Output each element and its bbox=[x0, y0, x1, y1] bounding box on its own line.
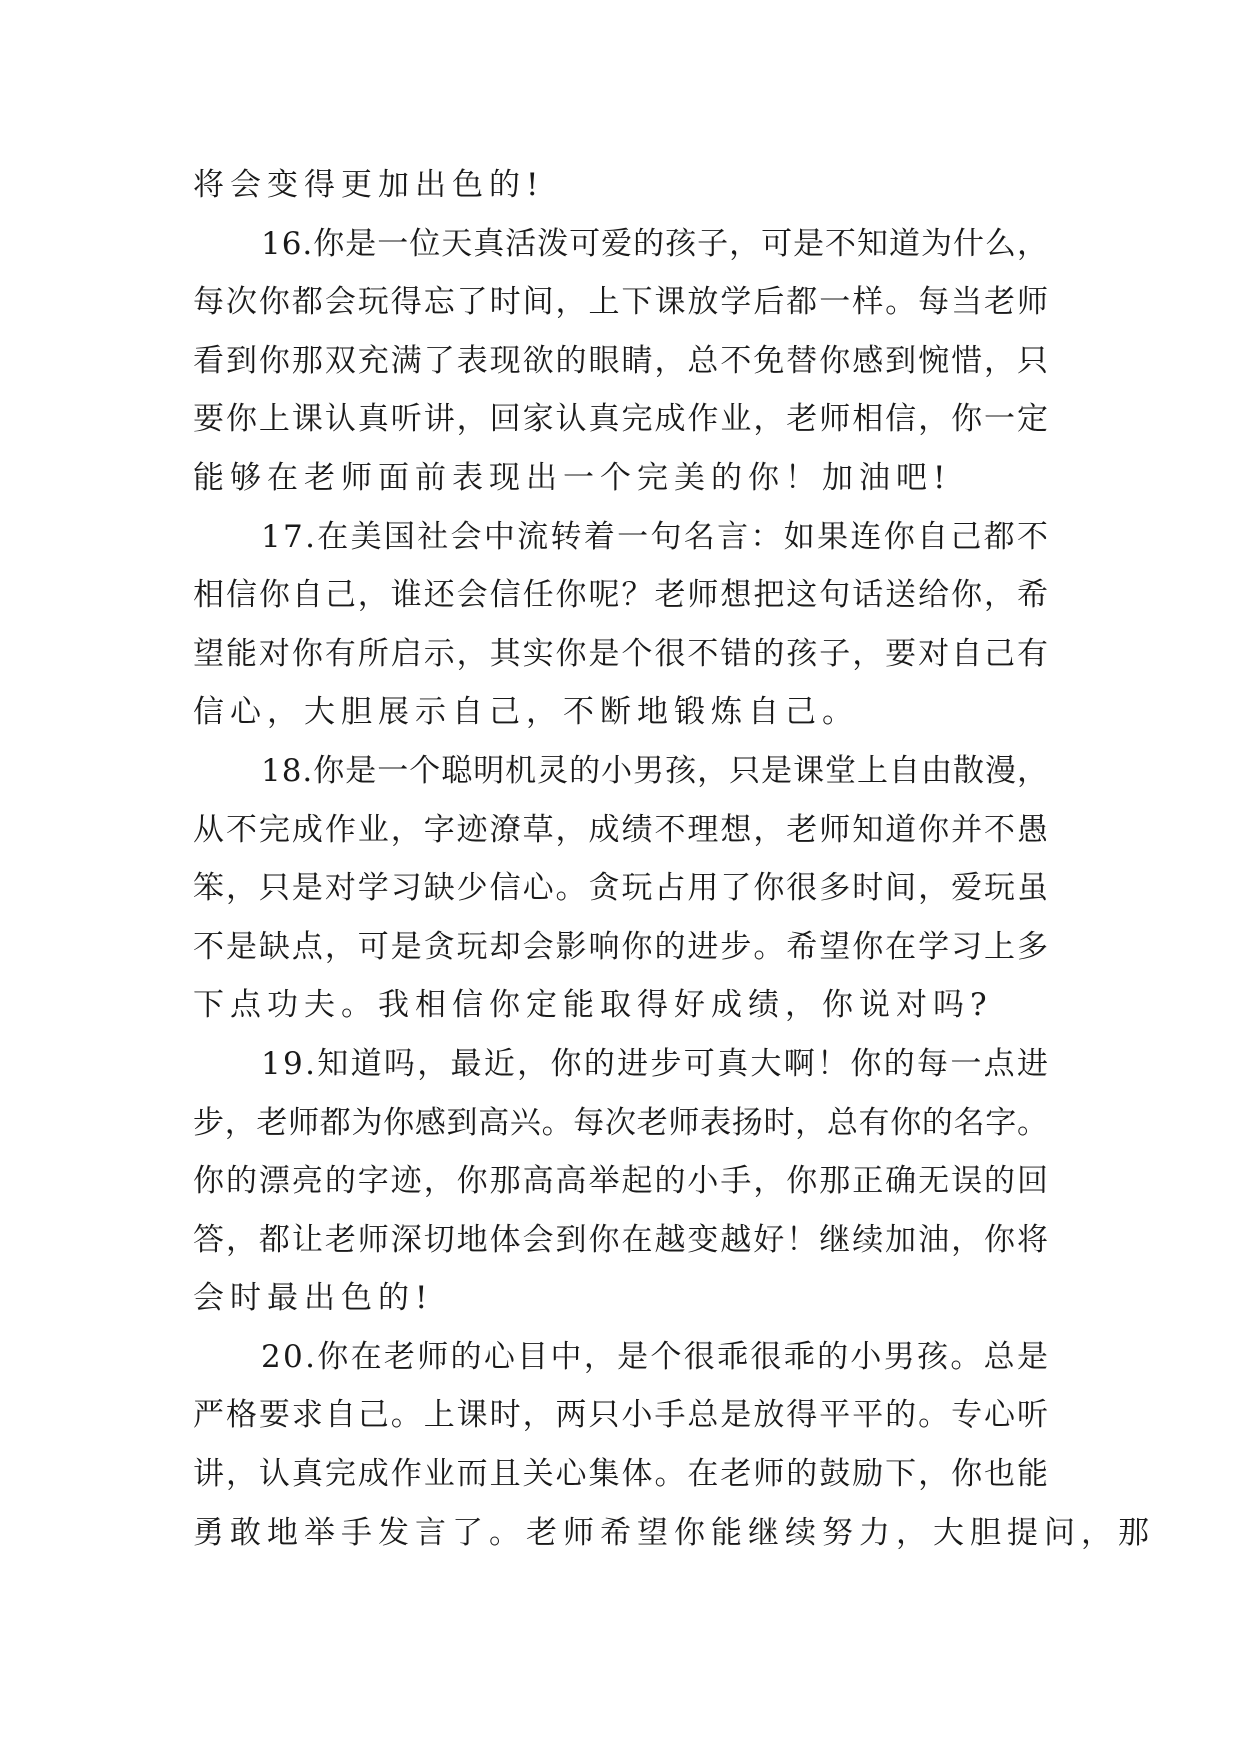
text-line: 相信你自己，谁还会信任你呢？老师想把这句话送给你，希 bbox=[193, 577, 1050, 614]
text-line: 会时最出色的! bbox=[193, 1280, 434, 1317]
text-line: 要你上课认真听讲，回家认真完成作业，老师相信，你一定 bbox=[193, 401, 1050, 438]
text-line: 笨，只是对学习缺少信心。贪玩占用了你很多时间，爱玩虽 bbox=[193, 870, 1050, 907]
text-line: 看到你那双充满了表现欲的眼睛，总不免替你感到惋惜，只 bbox=[193, 342, 1050, 379]
paragraph bbox=[193, 508, 1051, 742]
text-line: 步，老师都为你感到高兴。每次老师表扬时，总有你的名字。 bbox=[193, 1104, 1049, 1141]
text-line: 你的漂亮的字迹，你那高高举起的小手，你那正确无误的回 bbox=[193, 1163, 1050, 1200]
text-line: 能够在老师面前表现出一个完美的你！加油吧! bbox=[193, 459, 952, 496]
text-line: 每次你都会玩得忘了时间，上下课放学后都一样。每当老师 bbox=[193, 284, 1050, 321]
text-line: 信心，大胆展示自己，不断地锻炼自己。 bbox=[193, 694, 859, 731]
paragraph bbox=[193, 1328, 1155, 1562]
text-line: 17.在美国社会中流转着一句名言：如果连你自己都不 bbox=[261, 518, 1051, 555]
text-line: 望能对你有所启示，其实你是个很不错的孩子，要对自己有 bbox=[193, 635, 1050, 672]
text-line: 将会变得更加出色的! bbox=[193, 167, 545, 203]
text-line: 讲，认真完成作业而且关心集体。在老师的鼓励下，你也能 bbox=[193, 1456, 1050, 1493]
text-line: 严格要求自己。上课时，两只小手总是放得平平的。专心听 bbox=[193, 1397, 1050, 1434]
text-line: 不是缺点，可是贪玩却会影响你的进步。希望你在学习上多 bbox=[193, 928, 1050, 965]
text-line: 16.你是一位天真活泼可爱的孩子，可是不知道为什么， bbox=[261, 225, 1049, 262]
paragraph bbox=[193, 215, 1048, 508]
text-line: 20.你在老师的心目中，是个很乖很乖的小男孩。总是 bbox=[261, 1338, 1051, 1375]
text-line: 从不完成作业，字迹潦草，成绩不理想，老师知道你并不愚 bbox=[193, 811, 1050, 848]
document-body bbox=[193, 156, 1155, 1562]
paragraph bbox=[193, 1035, 1051, 1328]
paragraph bbox=[193, 742, 1048, 1035]
text-line: 答，都让老师深切地体会到你在越变越好！继续加油，你将 bbox=[193, 1221, 1050, 1258]
text-line: 勇敢地举手发言了。老师希望你能继续努力，大胆提问，那 bbox=[193, 1514, 1155, 1551]
text-line: 18.你是一个聪明机灵的小男孩，只是课堂上自由散漫， bbox=[261, 752, 1049, 789]
text-line: 19.知道吗，最近，你的进步可真大啊！你的每一点进 bbox=[261, 1045, 1051, 1082]
paragraph bbox=[193, 156, 1048, 215]
text-line: 下点功夫。我相信你定能取得好成绩，你说对吗? bbox=[193, 987, 993, 1024]
